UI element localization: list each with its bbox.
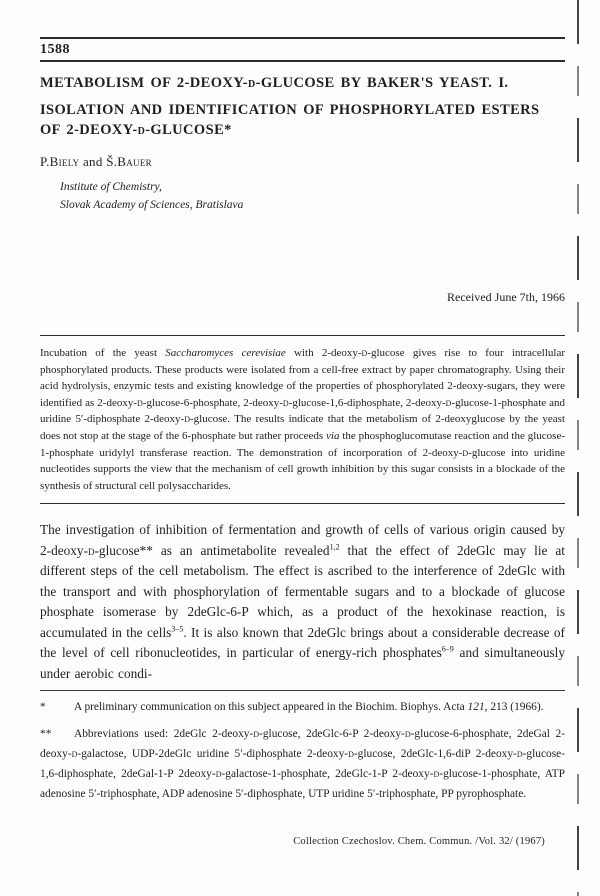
scan-edge-artifact — [577, 0, 579, 896]
page-number: 1588 — [40, 42, 70, 57]
affiliation-line1: Institute of Chemistry, — [60, 181, 162, 193]
abstract-text: Incubation of the yeast Saccharomyces cerevisiae with 2-deoxy-d-glucose gives rise to four intracellular phosphorylated products. These products were isolated from a cell-free extract by paper chromatography. Using their acid hydrolysis, enzymic tests and existing knowledge of the properties of phosphorylated 2-deoxy-sugars, they were identified as 2-deoxy-d-glucose-6-phosphate, 2-deoxy-d-glucose-1,6-diphosphate, 2-deoxy-d-glucose-1-phosphate and uridine 5′-diphosphate 2-deoxy-d-glucose. The results indicate that the metabolism of 2-deoxyglucose by the yeast does not stop at the stage of the 6-phosphate but rather proceeds via the phosphoglucomutase reaction and the glucose-1-phosphate uridylyl transferase reaction. The demonstration of incorporation of 2-deoxy-d-glucose into uridine nucleotides supports the view that the mechanism of cell growth inhibition by this sugar consists in a blockade of the synthesis of structural cell polysaccharides. — [40, 347, 566, 492]
received-date: Received June 7th, 1966 — [447, 290, 565, 304]
article-title-part1: METABOLISM OF 2-DEOXY-d-GLUCOSE BY BAKER'S YEAST. I. — [40, 75, 509, 91]
footnote-separator-rule — [40, 690, 565, 691]
article-title-part2-line2: OF 2-DEOXY-d-GLUCOSE* — [40, 122, 232, 138]
authors-line: P.Biely and Š.Bauer — [40, 154, 152, 169]
footnote-2 — [40, 725, 565, 804]
journal-footer: Collection Czechoslov. Chem. Commun. /Vol. 32/ (1967) — [293, 836, 545, 847]
body-paragraph: The investigation of inhibition of fermentation and growth of cells of various origin caused by 2-deoxy-d-glucose** as an antimetabolite revealed$^{1,2}$ that the effect of 2deGlc may lie at different steps of the cell metabolism. The effect is ascribed to the interference of 2deGlc with the transport and with phosphorylation of fermentable sugars and to a blockade of glucose phosphate isomerase by 2deGlc-6-P which, as a product of the hexokinase reaction, is accumulated in the cells$^{3-5}$. It is also known that 2deGlc brings about a considerable decrease of the level of cell ribonucleotides, in particular of energy-rich phosphates$^{6-9}$ and simultaneously under aerobic condi- — [40, 522, 566, 681]
footnote-1 — [40, 698, 565, 718]
footnote-2-text: Abbreviations used: 2deGlc 2-deoxy-d-glucose, 2deGlc-6-P 2-deoxy-d-glucose-6-phosphate, 2deGal 2-deoxy-d-galactose, UDP-2deGlc uridine 5′-diphosphate 2-deoxy-d-glucose, 2deGlc-1,6-diP 2-deoxy-d-glucose-1,6-diphosphate, 2deGal-1-P 2deoxy-d-galactose-1-phosphate, 2deGlc-1-P 2-deoxy-d-glucose-1-phosphate, ATP adenosine 5′-triphosphate, ADP adenosine 5′-diphosphate, UTP uridine 5′-triphosphate, PP pyrophosphate. — [40, 728, 565, 800]
article-title-part2 — [40, 100, 565, 140]
footnote-2-marker: ** — [40, 728, 52, 741]
affiliation-line2: Slovak Academy of Sciences, Bratislava — [60, 199, 244, 211]
article-title-part2-line1: ISOLATION AND IDENTIFICATION OF PHOSPHORYLATED ESTERS — [40, 102, 540, 118]
footnote-1-marker: * — [40, 701, 46, 714]
abstract-top-rule — [40, 335, 565, 336]
abstract-bottom-rule — [40, 503, 565, 504]
header-bottom-rule — [40, 60, 565, 62]
affiliation-block — [60, 178, 565, 214]
footnote-1-text: A preliminary communication on this subject appeared in the Biochim. Biophys. Acta 121, 213 (1966). — [74, 701, 544, 714]
